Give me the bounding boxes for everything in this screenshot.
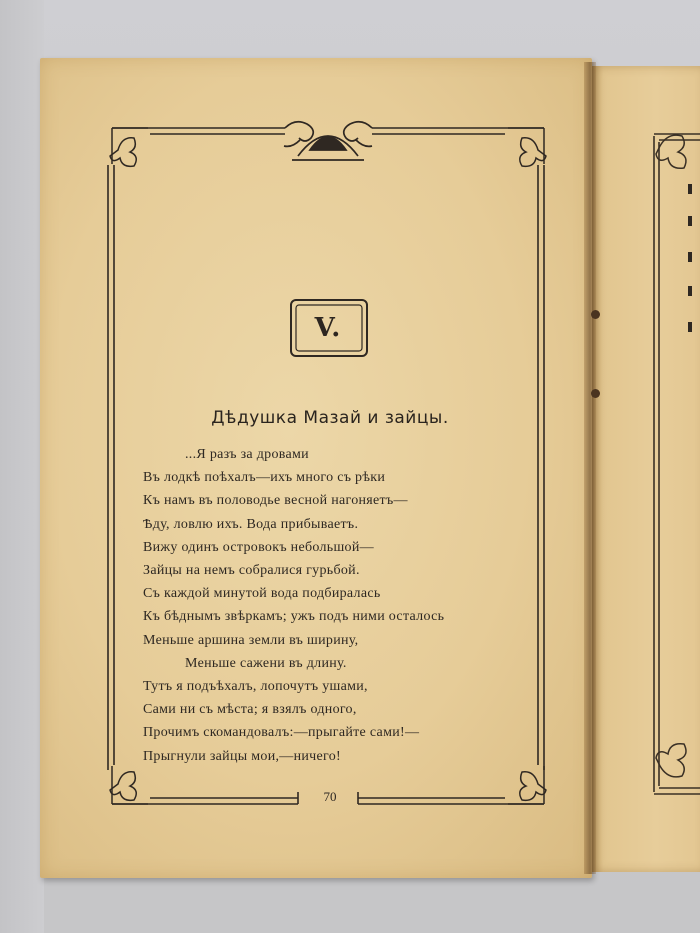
- poem-line: ...Я разъ за дровами: [185, 447, 309, 462]
- poem-line: Съ каждой минутой вода подбиралась: [143, 586, 381, 602]
- poem-line: Въ лодкѣ поѣхалъ—ихъ много съ рѣки: [143, 470, 386, 486]
- poem-line: Меньше сажени въ длину.: [185, 655, 347, 671]
- poem-line: Къ бѣднымъ звѣркамъ; ужъ подъ ними осталось: [143, 609, 445, 625]
- poem-line: Ѣду, ловлю ихъ. Вода прибываетъ.: [143, 516, 359, 532]
- poem-line: Сами ни съ мѣста; я взялъ одного,: [143, 702, 357, 718]
- poem-line: Къ намъ въ половодье весной нагоняетъ—: [143, 493, 408, 509]
- poem-line: Вижу одинъ островокъ небольшой—: [143, 539, 374, 555]
- page-number: 70: [323, 789, 337, 804]
- poem-body: [143, 443, 523, 768]
- poem-line: Прыгнули зайцы мои,—ничего!: [143, 748, 341, 764]
- poem-line: Меньше аршина земли въ ширину,: [143, 632, 359, 648]
- poem-line: Тутъ я подъѣхалъ, лопочутъ ушами,: [143, 679, 368, 695]
- poem-title: Дѣдушка Мазай и зайцы.: [211, 408, 449, 428]
- top-ornament-icon: [284, 122, 372, 160]
- chapter-heading: [290, 300, 366, 356]
- poem-line: Зайцы на немъ собралися гурьбой.: [143, 563, 360, 579]
- chapter-number: V.: [314, 313, 342, 343]
- poem-line: Прочимъ скомандовалъ:—прыгайте сами!—: [143, 725, 420, 741]
